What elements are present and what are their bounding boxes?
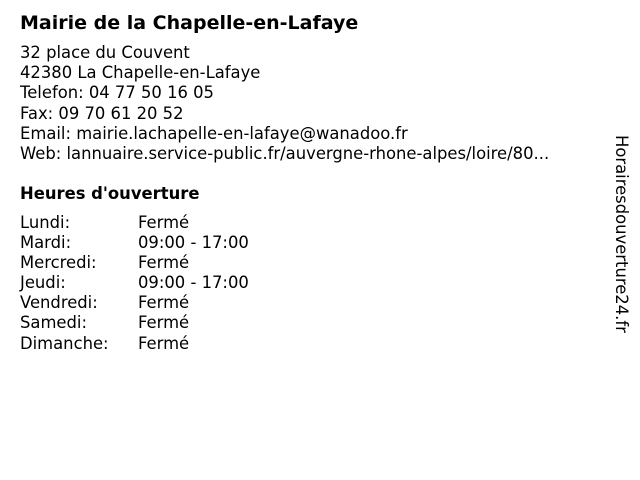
contact-block (20, 43, 549, 164)
day-hours: Fermé (138, 313, 190, 333)
day-hours: 09:00 - 17:00 (138, 233, 249, 253)
website-link: Web: lannuaire.service-public.fr/auvergne-rhone-alpes/loire/80... (20, 143, 550, 163)
page-title: Mairie de la Chapelle-en-Lafaye (20, 12, 359, 34)
site-watermark: Horairesdouverture24.fr (612, 135, 631, 333)
hours-row-wednesday (20, 253, 249, 273)
day-label: Jeudi: (20, 273, 66, 293)
day-hours: Fermé (138, 333, 190, 353)
day-label: Vendredi: (20, 293, 98, 313)
hours-row-thursday (20, 273, 249, 293)
day-label: Mercredi: (20, 253, 97, 273)
day-label: Lundi: (20, 213, 71, 232)
hours-row-saturday (20, 313, 249, 333)
day-hours: Fermé (138, 213, 190, 232)
day-label: Dimanche: (20, 333, 109, 353)
hours-row-tuesday (20, 233, 249, 253)
address-street: 32 place du Couvent (20, 43, 190, 62)
address-city: 42380 La Chapelle-en-Lafaye (20, 63, 261, 83)
hours-row-friday (20, 293, 249, 313)
day-hours: Fermé (138, 253, 190, 273)
day-label: Mardi: (20, 233, 72, 253)
opening-hours-table (20, 213, 249, 354)
fax-number: Fax: 09 70 61 20 52 (20, 103, 184, 123)
email-address: Email: mairie.lachapelle-en-lafaye@wanadoo.fr (20, 123, 408, 143)
day-label: Samedi: (20, 313, 87, 333)
hours-row-sunday (20, 334, 249, 354)
day-hours: Fermé (138, 293, 190, 313)
day-hours: 09:00 - 17:00 (138, 273, 249, 293)
opening-hours-heading: Heures d'ouverture (20, 184, 200, 203)
phone-number: Telefon: 04 77 50 16 05 (20, 83, 214, 103)
hours-row-monday (20, 213, 249, 233)
